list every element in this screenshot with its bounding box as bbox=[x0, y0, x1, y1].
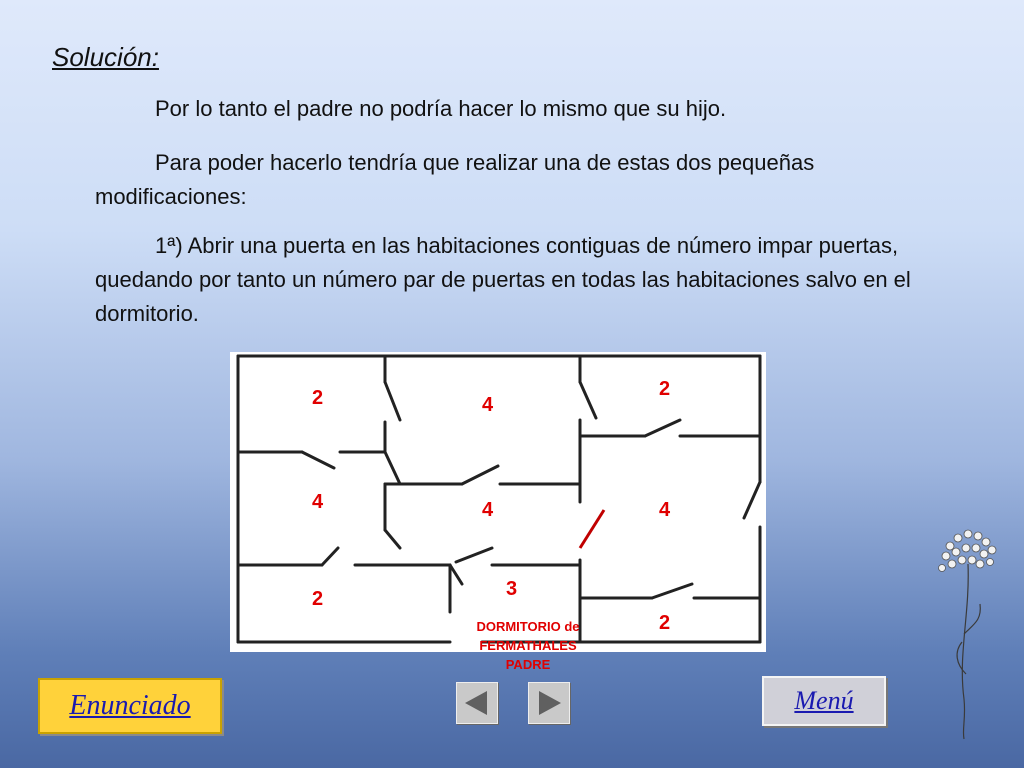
room-count-4: 4 bbox=[312, 491, 324, 513]
room-count-7: 2 bbox=[312, 588, 324, 610]
enunciado-button[interactable] bbox=[38, 678, 222, 734]
room-count-2: 4 bbox=[482, 394, 494, 416]
menu-button[interactable] bbox=[762, 676, 886, 726]
paragraph-3-text: 1ª) Abrir una puerta en las habitaciones contiguas de número impar puertas, quedando por tanto un número par de puertas en todas las habitaciones salvo en el dormitorio. bbox=[95, 233, 911, 326]
new-door-red bbox=[580, 510, 604, 548]
menu-button-label: Menú bbox=[794, 686, 854, 715]
slide-title: Solución: bbox=[52, 42, 159, 72]
triangle-left-icon bbox=[457, 683, 497, 723]
room-count-9: 2 bbox=[659, 612, 671, 634]
room-count-5: 4 bbox=[482, 499, 494, 521]
bedroom-label-line3: PADRE bbox=[505, 657, 551, 672]
next-slide-button[interactable] bbox=[528, 682, 570, 724]
paragraph-2-text: Para poder hacerlo tendría que realizar una de estas dos pequeñas modificaciones: bbox=[95, 150, 815, 209]
paragraph-2 bbox=[95, 146, 955, 214]
bedroom-label-line2: FERMATHALES bbox=[479, 638, 577, 653]
paragraph-3 bbox=[95, 229, 955, 331]
floor-plan-walls bbox=[230, 352, 766, 652]
flower-decoration-icon bbox=[930, 524, 1010, 744]
room-count-1: 2 bbox=[312, 387, 324, 409]
room-count-3: 2 bbox=[659, 378, 671, 400]
floor-plan bbox=[230, 352, 766, 672]
bedroom-label bbox=[448, 617, 608, 674]
triangle-right-icon bbox=[529, 683, 569, 723]
enunciado-button-label: Enunciado bbox=[69, 690, 191, 721]
bedroom-label-line1: DORMITORIO de bbox=[476, 619, 580, 634]
previous-slide-button[interactable] bbox=[456, 682, 498, 724]
room-count-6: 4 bbox=[659, 499, 671, 521]
room-count-8: 3 bbox=[506, 578, 518, 600]
paragraph-1: Por lo tanto el padre no podría hacer lo mismo que su hijo. bbox=[155, 96, 727, 121]
